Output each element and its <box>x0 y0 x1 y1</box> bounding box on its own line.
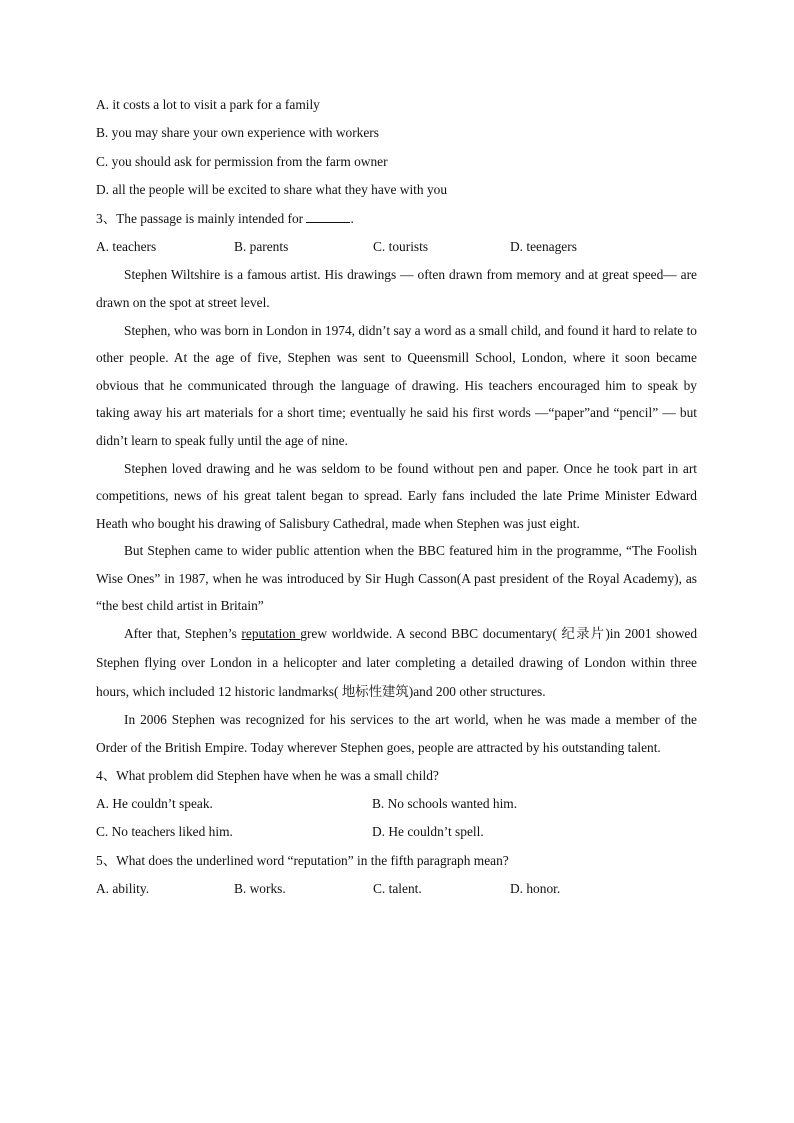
underlined-word-reputation: reputation <box>241 626 301 642</box>
q2-option-d: D. all the people will be excited to share what they have with you <box>96 182 448 198</box>
q3-stem-end: . <box>350 210 354 226</box>
q2-option-b: B. you may share your own experience with workers <box>96 125 379 141</box>
passage-paragraph-1: Stephen Wiltshire is a famous artist. His drawings — often drawn from memory and at great speed— are drawn on the spot at street level. <box>96 267 697 310</box>
q3-option-d: D. teenagers <box>510 238 577 254</box>
q5-option-b: B. works. <box>234 881 286 897</box>
q4-option-b: B. No schools wanted him. <box>372 796 518 812</box>
q5-stem: 5、What does the underlined word “reputation” in the fifth paragraph mean? <box>96 852 509 868</box>
q3-stem-text: 3、The passage is mainly intended for <box>96 210 307 226</box>
q4-option-c: C. No teachers liked him. <box>96 824 233 840</box>
q4-stem: 4、What problem did Stephen have when he was a small child? <box>96 767 439 783</box>
passage-paragraph-6: In 2006 Stephen was recognized for his services to the art world, when he was made a member of the Order of the British Empire. Today wherever Stephen goes, people are attracted by his outstanding talent. <box>96 712 697 756</box>
passage-paragraph-2: Stephen, who was born in London in 1974, didn’t say a word as a small child, and found it hard to relate to other people. At the age of five, Stephen was sent to Queensmill School, London, where it soon became obvious that he communicated through the language of drawing. His teachers encouraged him to speak by taking away his art materials for a short time; eventually he said his first words —“paper”and “pencil” — but didn’t learn to speak fully until the age of nine. <box>96 322 697 448</box>
p5-text-after: grew worldwide. A second BBC documentary( 纪录片)in 2001 showed Stephen flying over London in a helicopter and later completing a detailed drawing of London within three hours, which included 12 historic landmarks( 地标性建筑)and 200 other structures. <box>96 626 698 699</box>
q3-option-b: B. parents <box>234 238 289 254</box>
q3-options <box>96 233 697 261</box>
q3-option-c: C. tourists <box>373 238 429 254</box>
q4-option-d: D. He couldn’t spell. <box>372 824 484 840</box>
q5-option-c: C. talent. <box>373 881 422 897</box>
q5-options <box>96 875 697 903</box>
passage-paragraph-4: But Stephen came to wider public attention when the BBC featured him in the programme, “The Foolish Wise Ones” in 1987, when he was introduced by Sir Hugh Casson(A past president of the Royal Academy), as “the best child artist in Britain” <box>96 543 697 614</box>
passage-paragraph-5 <box>96 620 697 706</box>
q2-option-a: A. it costs a lot to visit a park for a family <box>96 97 320 112</box>
q4-options-row-2 <box>96 818 697 846</box>
q5-option-d: D. honor. <box>510 881 561 897</box>
p5-text-before: After that, Stephen’s <box>124 626 242 642</box>
q4-options-row-1 <box>96 790 697 818</box>
answer-blank <box>306 210 350 223</box>
passage-paragraph-3: Stephen loved drawing and he was seldom to be found without pen and paper. Once he took part in art competitions, news of his great talent began to spread. Early fans included the late Prime Minister Edward Heath who bought his drawing of Salisbury Cathedral, made when Stephen was just eight. <box>96 460 697 531</box>
document-page <box>96 91 697 904</box>
q2-option-c: C. you should ask for permission from the farm owner <box>96 153 388 169</box>
q3-stem <box>96 205 697 233</box>
q3-option-a: A. teachers <box>96 238 157 254</box>
q4-option-a: A. He couldn’t speak. <box>96 796 213 812</box>
q5-option-a: A. ability. <box>96 881 150 897</box>
